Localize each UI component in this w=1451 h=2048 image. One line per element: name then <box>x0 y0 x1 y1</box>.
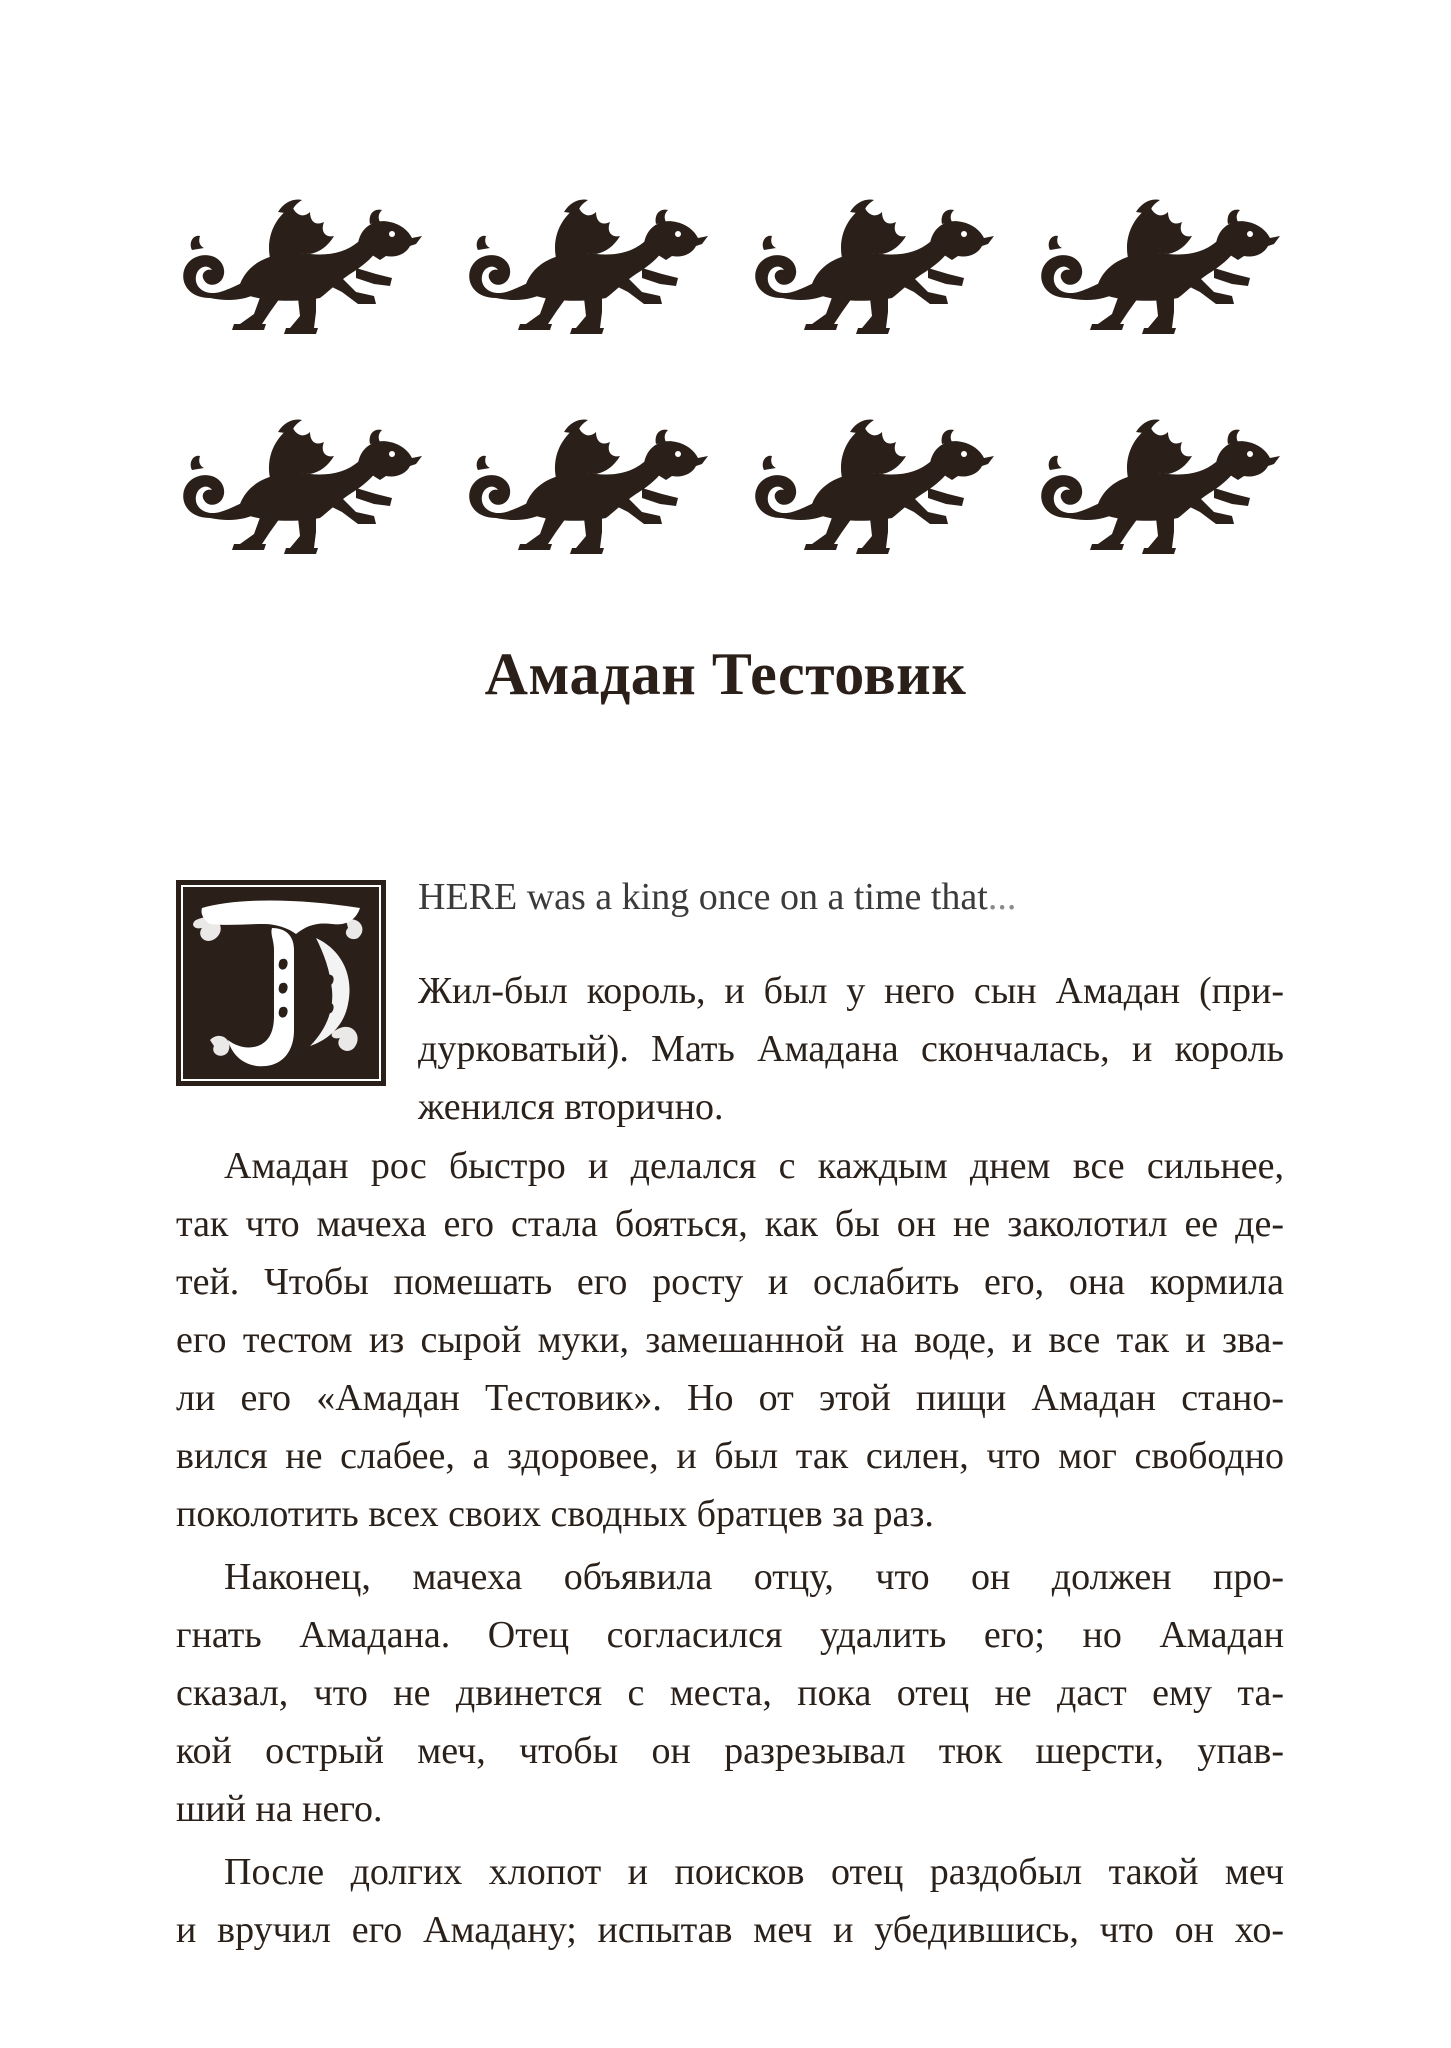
text-line: сказал, что не двинется с места, пока отец не даст ему та- <box>176 1672 1284 1714</box>
text-line: Наконец, мачеха объявила отцу, что он должен про- <box>224 1556 1284 1598</box>
text-line: так что мачеха его стала бояться, как бы он не заколотил ее де- <box>176 1203 1284 1245</box>
text-line: После долгих хлопот и поисков отец раздобыл такой меч <box>224 1851 1284 1893</box>
text-line: ший на него. <box>176 1788 383 1830</box>
text-line: и вручил его Амадану; испытав меч и убедившись, что он хо- <box>176 1909 1284 1951</box>
dragon-icon <box>183 200 422 335</box>
dragon-icon <box>1041 420 1280 555</box>
dragon-frieze-top <box>170 188 1290 338</box>
text-line: поколотить всех своих сводных братцев за раз. <box>176 1493 934 1535</box>
chapter-title: Амадан Тестовик <box>484 641 967 707</box>
dragon-frieze-bottom <box>170 408 1290 558</box>
text-line: гнать Амадана. Отец согласился удалить его; но Амадан <box>176 1614 1284 1656</box>
english-intro-text: HERE was a king once on a time that <box>418 876 988 918</box>
text-line: ли его «Амадан Тестовик». Но от этой пищи Амадан стано- <box>176 1377 1284 1419</box>
text-line: Амадан рос быстро и делался с каждым днем все сильнее, <box>224 1145 1284 1187</box>
dragon-icon <box>183 420 422 555</box>
text-line: Жил-был король, и был у него сын Амадан (при- <box>418 970 1284 1012</box>
dragon-icon <box>469 420 708 555</box>
text-line: дурковатый). Мать Амадана скончалась, и король <box>418 1028 1284 1070</box>
text-line: тей. Чтобы помешать его росту и ослабить его, она кормила <box>176 1261 1284 1303</box>
dragon-icon <box>1041 200 1280 335</box>
dragon-icon <box>755 420 994 555</box>
text-line: женился вторично. <box>418 1086 724 1128</box>
dragon-icon <box>469 200 708 335</box>
text-line: его тестом из сырой муки, замешанной на воде, и все так и зва- <box>176 1319 1284 1361</box>
drop-cap-t-icon <box>176 880 386 1086</box>
text-line: кой острый меч, чтобы он разрезывал тюк шерсти, упав- <box>176 1730 1284 1772</box>
dragon-icon <box>755 200 994 335</box>
english-intro-ellipsis: ... <box>987 876 1017 918</box>
text-line: вился не слабее, а здоровее, и был так силен, что мог свободно <box>176 1435 1284 1477</box>
english-intro-line <box>418 868 1016 926</box>
